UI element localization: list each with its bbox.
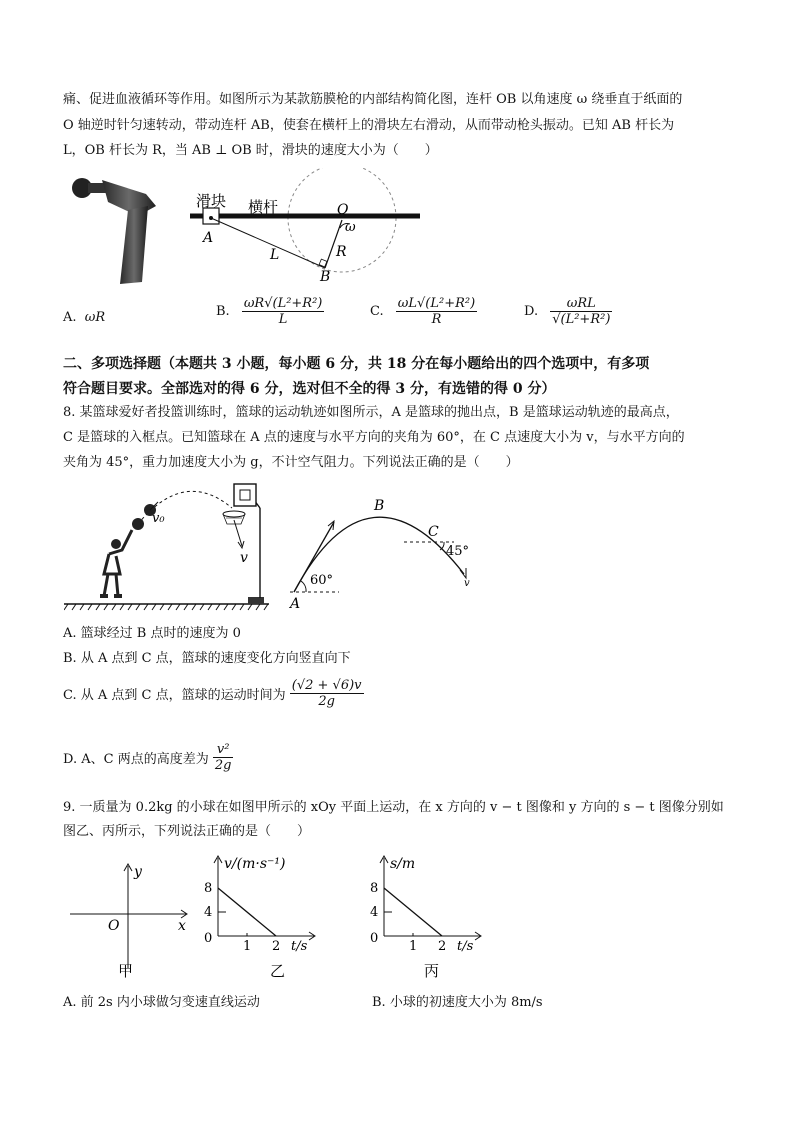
q7-line-3: L，OB 杆长为 R，当 AB ⊥ OB 时，滑块的速度大小为（ ） bbox=[63, 143, 438, 158]
bing-ytick-0: 0 bbox=[370, 931, 379, 946]
point-B: B bbox=[320, 269, 331, 285]
bing-caption: 丙 bbox=[424, 962, 440, 980]
yi-ytick-8: 8 bbox=[204, 881, 213, 896]
q8-option-a: A. 篮球经过 B 点时的速度为 0 bbox=[63, 626, 241, 641]
traj-point-C: C bbox=[428, 524, 439, 540]
q7-option-b: B. $\frac{\text{ωR√(L²+R²)}}{L}$ bbox=[216, 296, 323, 327]
q8-line-1: 8. 某篮球爱好者投篮训练时，篮球的运动轨迹如图所示，A 是篮球的抛出点，B 是篮球运动轨迹的最高点， bbox=[63, 405, 679, 420]
q7-option-d: D. $\frac{\text{ωRL}}{\text{√(L²+R²)}}$ bbox=[524, 296, 611, 327]
bing-ylabel: s/m bbox=[390, 856, 416, 872]
length-R: R bbox=[336, 244, 347, 260]
length-L: L bbox=[270, 247, 280, 263]
omega-label: ω bbox=[345, 220, 356, 235]
q7-option-a: A. ωR bbox=[63, 310, 106, 325]
v-label: v bbox=[240, 550, 248, 566]
jia-caption: 甲 bbox=[118, 962, 134, 980]
q8-option-c: C. 从 A 点到 C 点，篮球的运动时间为 $\frac{(√2 + √6)v}{2g}$ bbox=[63, 678, 362, 709]
q9-option-b: B. 小球的初速度大小为 8m/s bbox=[372, 995, 543, 1010]
q9-fig-bing bbox=[362, 848, 487, 983]
traj-point-A: A bbox=[290, 596, 301, 612]
yi-xtick-1: 1 bbox=[243, 939, 252, 954]
q7-option-c: C. $\frac{\text{ωL√(L²+R²)}}{R}$ bbox=[370, 296, 476, 327]
yi-ytick-0: 0 bbox=[204, 931, 213, 946]
bing-line bbox=[384, 888, 442, 936]
traj-v-label: v bbox=[464, 578, 470, 589]
q9-line-1: 9. 一质量为 0.2kg 的小球在如图甲所示的 xOy 平面上运动，在 x 方向的 v − t 图像和 y 方向的 s − t 图像分别如 bbox=[63, 800, 724, 815]
yi-line bbox=[218, 888, 276, 936]
yi-ytick-4: 4 bbox=[204, 905, 213, 920]
q9-line-2: 图乙、丙所示，下列说法正确的是（ ） bbox=[63, 824, 311, 839]
jia-origin: O bbox=[108, 918, 120, 934]
q7-mechanism-diagram bbox=[190, 168, 430, 288]
angle-60: 60° bbox=[310, 573, 334, 588]
massage-gun-image bbox=[68, 172, 168, 287]
q7-line-2: O 轴逆时针匀速转动，带动连杆 AB，使套在横杆上的滑块左右滑动，从而带动枪头振动。已知 AB 杆长为 bbox=[63, 118, 675, 133]
angle-45: 45° bbox=[446, 544, 470, 559]
q8-basketball-illustration bbox=[64, 478, 284, 613]
bing-xlabel: t/s bbox=[457, 939, 474, 954]
point-O: O bbox=[337, 202, 349, 218]
yi-xlabel: t/s bbox=[291, 939, 308, 954]
jia-y-label: y bbox=[134, 864, 142, 880]
bing-ytick-8: 8 bbox=[370, 881, 379, 896]
yi-caption: 乙 bbox=[270, 962, 286, 980]
q9-fig-jia bbox=[66, 858, 196, 983]
q8-trajectory-diagram bbox=[284, 492, 484, 612]
point-A: A bbox=[203, 230, 214, 246]
q7-line-1: 痛、促进血液循环等作用。如图所示为某款筋膜枪的内部结构简化图，连杆 OB 以角速度 ω 绕垂直于纸面的 bbox=[63, 92, 683, 107]
section2-heading-line2: 符合题目要求。全部选对的得 6 分，选对但不全的得 3 分，有选错的得 0 分） bbox=[63, 381, 556, 397]
q8-option-d: D. A、C 两点的高度差为 $\frac{\text{v²}}{2g}$ bbox=[63, 742, 232, 773]
q8-line-3: 夹角为 45°，重力加速度大小为 g，不计空气阻力。下列说法正确的是（ ） bbox=[63, 455, 519, 470]
bing-xtick-2: 2 bbox=[438, 939, 447, 954]
q8-option-b: B. 从 A 点到 C 点，篮球的速度变化方向竖直向下 bbox=[63, 651, 351, 666]
bar-label: 横杆 bbox=[248, 198, 279, 216]
slider-label: 滑块 bbox=[196, 192, 227, 210]
v0-label: v₀ bbox=[152, 511, 165, 526]
yi-xtick-2: 2 bbox=[272, 939, 281, 954]
q9-fig-yi bbox=[196, 848, 321, 983]
bing-xtick-1: 1 bbox=[409, 939, 418, 954]
q8-line-2: C 是篮球的入框点。已知篮球在 A 点的速度与水平方向的夹角为 60°，在 C 点速度大小为 v，与水平方向的 bbox=[63, 430, 685, 445]
section2-heading-line1: 二、多项选择题（本题共 3 小题，每小题 6 分，共 18 分在每小题给出的四个选项中，有多项 bbox=[63, 356, 650, 372]
bing-ytick-4: 4 bbox=[370, 905, 379, 920]
traj-point-B: B bbox=[374, 498, 385, 514]
jia-x-label: x bbox=[178, 918, 186, 934]
q9-option-a: A. 前 2s 内小球做匀变速直线运动 bbox=[63, 995, 260, 1010]
yi-ylabel: v/(m·s⁻¹) bbox=[224, 856, 286, 872]
